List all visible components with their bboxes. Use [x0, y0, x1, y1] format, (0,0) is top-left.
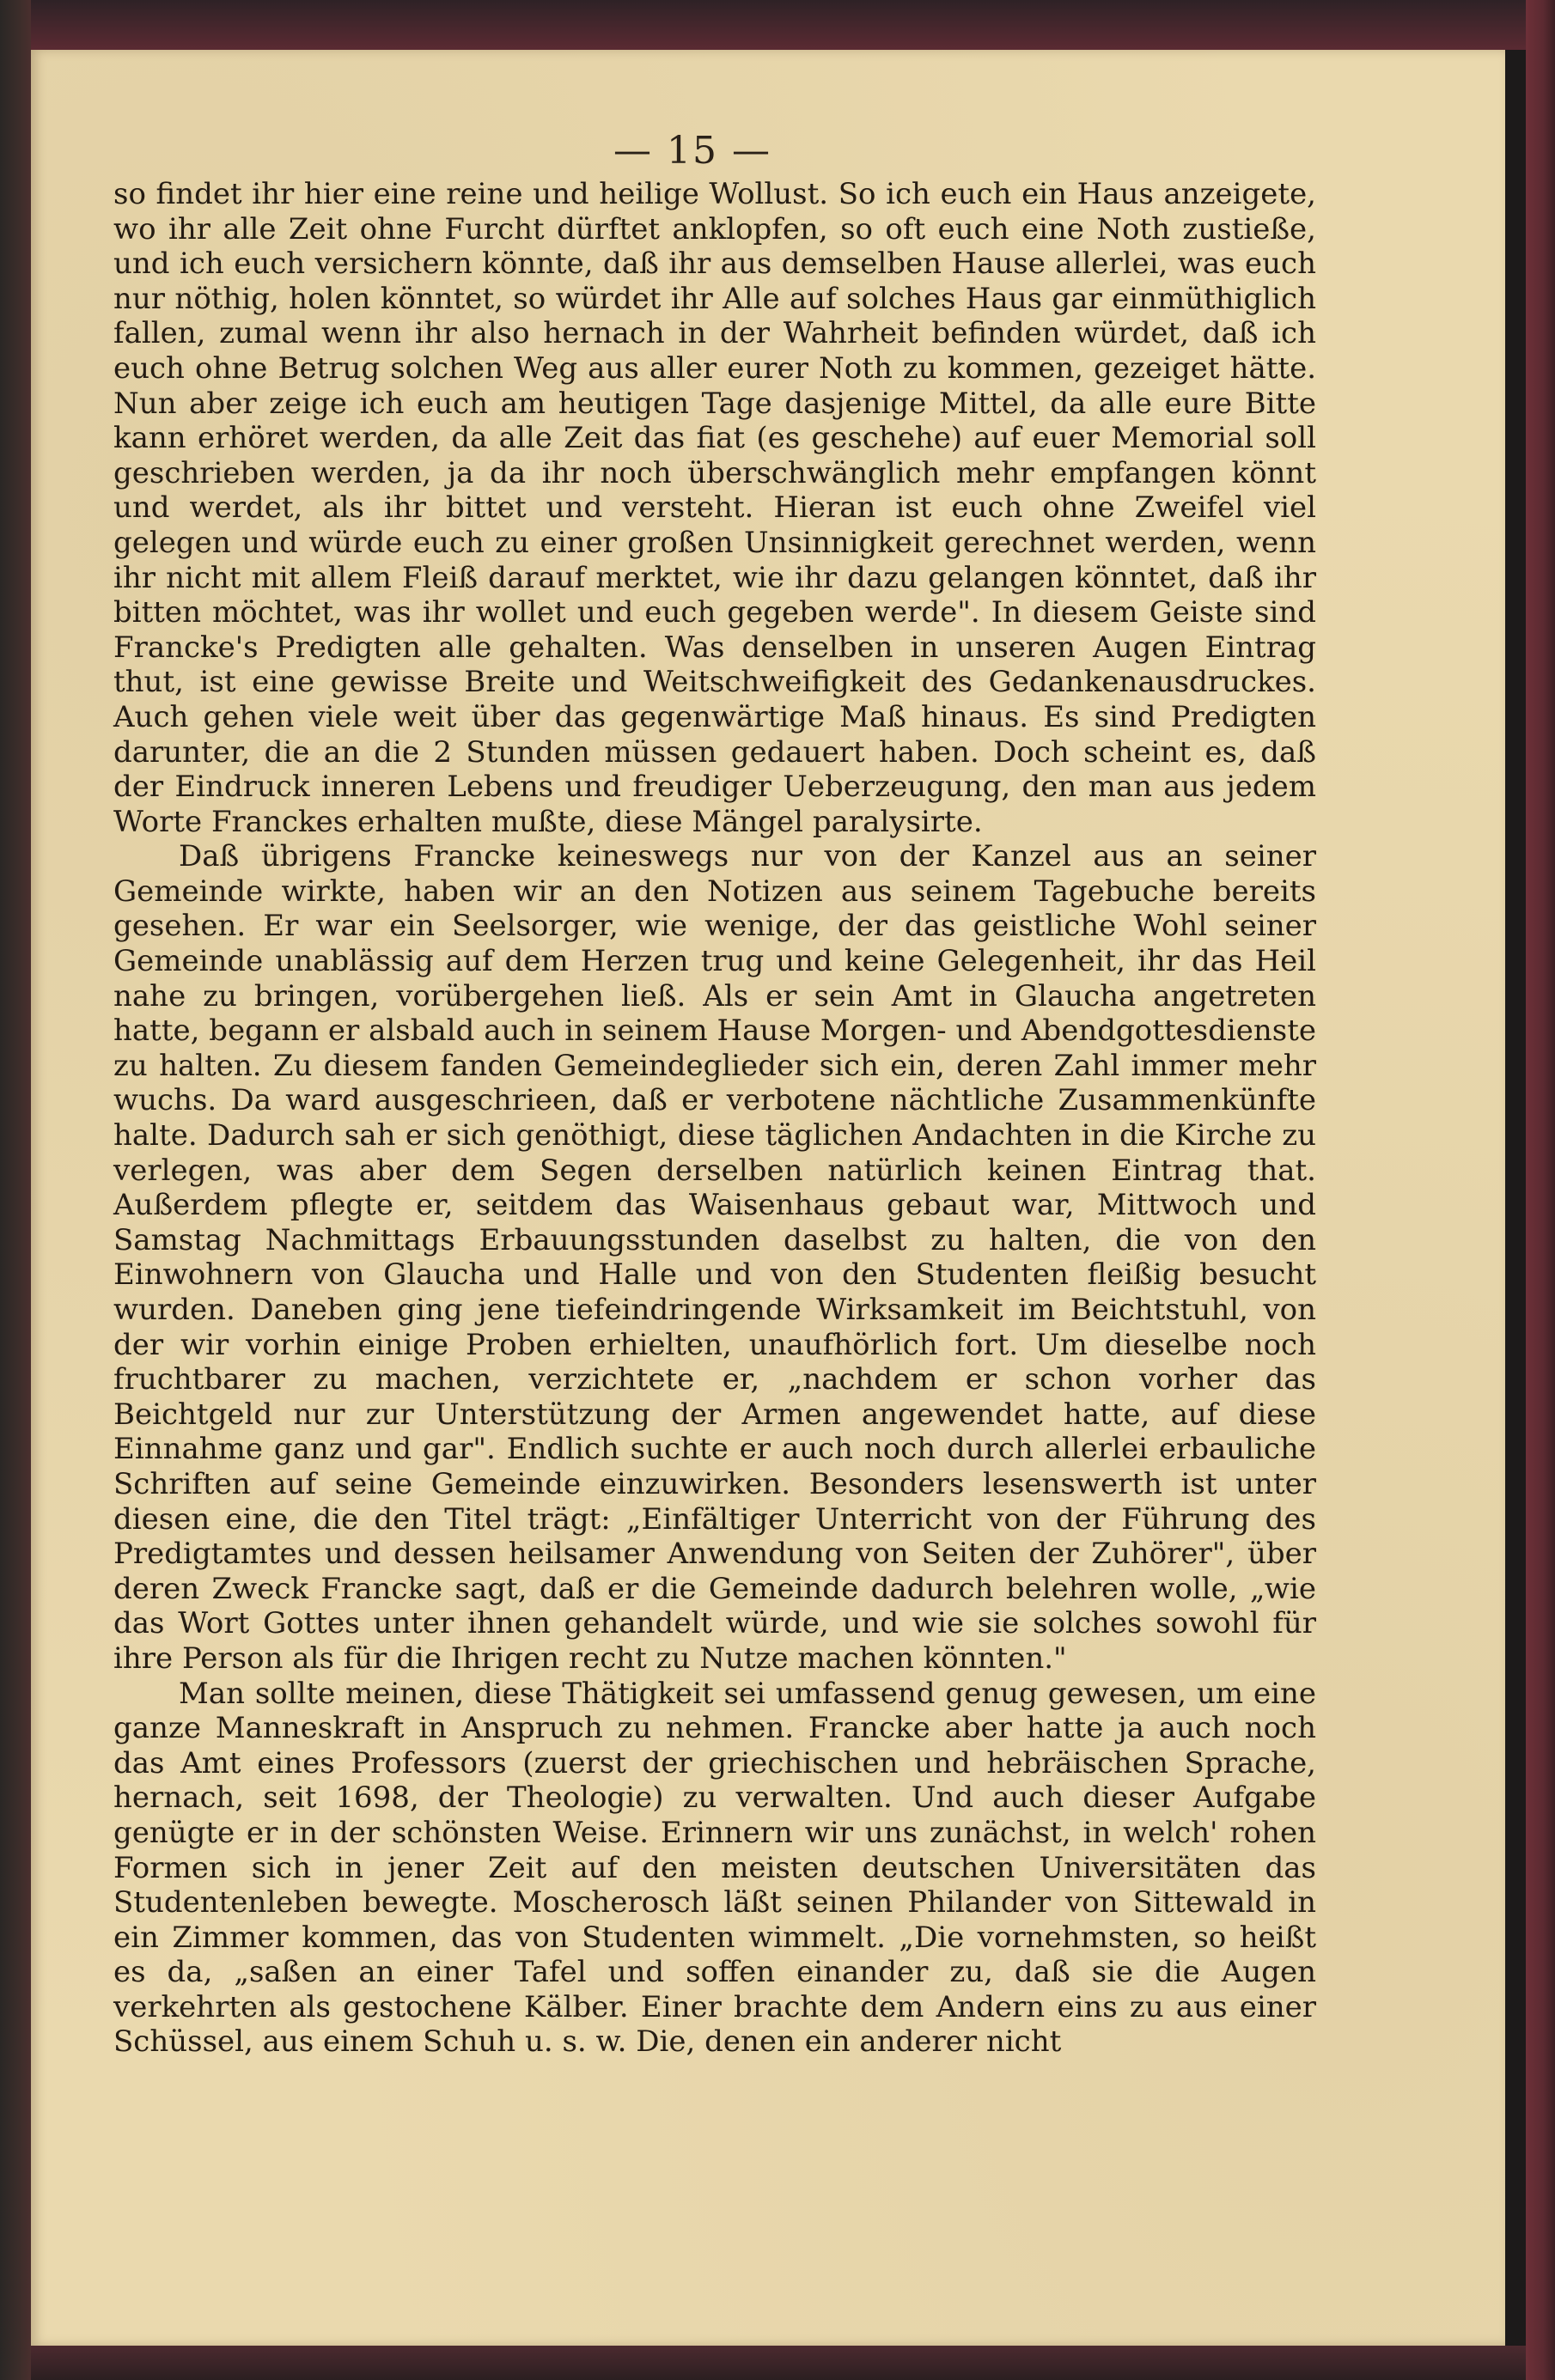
paragraph-2: Daß übrigens Francke keineswegs nur von der Kanzel aus an seiner Gemeinde wirkte, haben wir an den Notizen aus seinem Tagebuche bereits gesehen. Er war ein Seelsorger, wie wenige, der das geistliche Wohl seiner Gemeinde unablässig auf dem Herzen trug und keine Gelegenheit, ihr das Heil nahe zu bringen, vorübergehen ließ. Als er sein Amt in Glaucha angetreten hatte, begann er alsbald auch in seinem Hause Morgen- und Abendgottesdienste zu halten. Zu diesem fanden Gemeindeglieder sich ein, deren Zahl immer mehr wuchs. Da ward ausgeschrieen, daß er verbotene nächtliche Zusammenkünfte halte. Dadurch sah er sich genöthigt, diese täglichen Andachten in die Kirche zu verlegen, was aber dem Segen derselben natürlich keinen Eintrag that. Außerdem pflegte er, seitdem das Waisenhaus gebaut war, Mittwoch und Samstag Nachmittags Erbauungsstunden daselbst zu halten, die von den Einwohnern von Glaucha und Halle und von den Studenten fleißig besucht wurden. Daneben ging jene tiefeindringende Wirksamkeit im Beichtstuhl, von der wir vorhin einige Proben erhielten, unaufhörlich fort. Um dieselbe noch fruchtbarer zu machen, verzichtete er, „nachdem er schon vorher das Beichtgeld nur zur Unterstützung der Armen angewendet hatte, auf diese Einnahme ganz und gar". Endlich suchte er auch noch durch allerlei erbauliche Schriften auf seine Gemeinde einzuwirken. Besonders lesenswerth ist unter diesen eine, die den Titel trägt: „Einfältiger Unterricht von der Führung des Predigtamtes und dessen heilsamer Anwendung von Seiten der Zuhörer", über deren Zweck Francke sagt, daß er die Gemeinde dadurch belehren wolle, „wie das Wort Gottes unter ihnen gehandelt würde, und wie sie solches sowohl für ihre Person als für die Ihrigen recht zu Nutze machen könnten." — [113, 839, 1316, 1676]
book-cover-bottom — [31, 2346, 1526, 2380]
page-number: — 15 — — [613, 129, 771, 173]
paragraph-3: Man sollte meinen, diese Thätigkeit sei umfassend genug gewesen, um eine ganze Manneskraft in Anspruch zu nehmen. Francke aber hatte ja auch noch das Amt eines Professors (zuerst der griechischen und hebräischen Sprache, hernach, seit 1698, der Theologie) zu verwalten. Und auch dieser Aufgabe genügte er in der schönsten Weise. Erinnern wir uns zunächst, in welch' rohen Formen sich in jener Zeit auf den meisten deutschen Universitäten das Studentenleben bewegte. Moscherosch läßt seinen Philander von Sittewald in ein Zimmer kommen, das von Studenten wimmelt. „Die vornehmsten, so heißt es da, „saßen an einer Tafel und soffen einander zu, daß sie die Augen verkehrten als gestochene Kälber. Einer brachte dem Andern eins zu aus einer Schüssel, aus einem Schuh u. s. w. Die, denen ein anderer nicht — [113, 1676, 1316, 2060]
paragraph-1: so findet ihr hier eine reine und heilige Wollust. So ich euch ein Haus anzeigete, wo ihr alle Zeit ohne Furcht dürftet anklopfen, so oft euch eine Noth zustieße, und ich euch versichern könnte, daß ihr aus demselben Hause allerlei, was euch nur nöthig, holen könntet, so würdet ihr Alle auf solches Haus gar einmüthiglich fallen, zumal wenn ihr also hernach in der Wahrheit befinden würdet, daß ich euch ohne Betrug solchen Weg aus aller eurer Noth zu kommen, gezeiget hätte. Nun aber zeige ich euch am heutigen Tage dasjenige Mittel, da alle eure Bitte kann erhöret werden, da alle Zeit das fiat (es geschehe) auf euer Memorial soll geschrieben werden, ja da ihr noch überschwänglich mehr empfangen könnt und werdet, als ihr bittet und versteht. Hieran ist euch ohne Zweifel viel gelegen und würde euch zu einer großen Unsinnigkeit gerechnet werden, wenn ihr nicht mit allem Fleiß darauf merktet, wie ihr dazu gelangen könntet, daß ihr bitten möchtet, was ihr wollet und euch gegeben werde". In diesem Geiste sind Francke's Predigten alle gehalten. Was denselben in unseren Augen Eintrag thut, ist eine gewisse Breite und Weitschweifigkeit des Gedankenausdruckes. Auch gehen viele weit über das gegenwärtige Maß hinaus. Es sind Predigten darunter, die an die 2 Stunden müssen gedauert haben. Doch scheint es, daß der Eindruck inneren Lebens und freudiger Ueberzeugung, den man aus jedem Worte Franckes erhalten mußte, diese Mängel paralysirte. — [113, 177, 1316, 839]
body-text — [113, 177, 1316, 2060]
book-cover-top — [31, 0, 1526, 50]
book-cover-right — [1526, 0, 1555, 2380]
book-binding-left — [0, 0, 31, 2380]
page-paper — [31, 50, 1505, 2346]
